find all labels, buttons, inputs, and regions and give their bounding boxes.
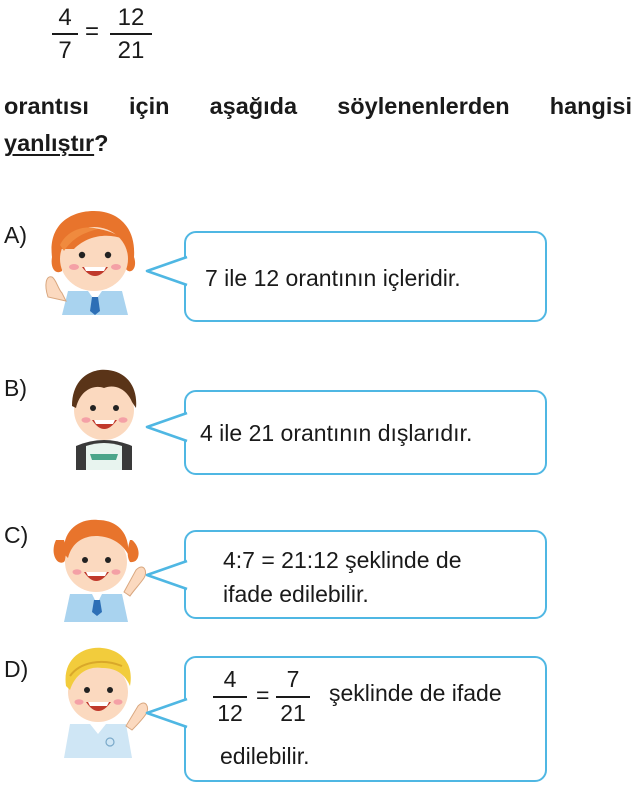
option-a-letter: A) [4, 222, 27, 248]
girl-character-c [50, 512, 150, 622]
underlined-word: yanlıştır [4, 130, 95, 156]
boy-character-b [64, 362, 144, 472]
question-text: orantısı için aşağıda söylenenlerden hangisi [4, 93, 632, 119]
option-b-letter: B) [4, 375, 27, 401]
option-d-fraction-2-numerator: 7 [286, 666, 300, 692]
fraction-right-numerator: 12 [117, 4, 145, 31]
fraction-bar [110, 33, 152, 35]
bubble-tail-c [145, 557, 189, 593]
fraction-bar [276, 696, 310, 698]
option-c-line1: 4:7 = 21:12 şeklinde de [223, 547, 462, 573]
option-d-equals: = [256, 682, 270, 708]
fraction-left-denominator: 7 [58, 37, 72, 64]
equals-sign: = [85, 18, 100, 45]
option-d-line2: edilebilir. [220, 743, 310, 769]
option-c-line2: ifade edilebilir. [223, 581, 369, 607]
bubble-tail-d [145, 695, 189, 731]
fraction-left-numerator: 4 [58, 4, 72, 31]
option-a-text: 7 ile 12 orantının içleridir. [205, 265, 461, 291]
bubble-tail-a [145, 253, 189, 289]
bubble-tail-b [145, 409, 189, 445]
girl-character-a [38, 205, 148, 315]
fraction-left [52, 4, 78, 62]
option-b-text: 4 ile 21 orantının dışlarıdır. [200, 420, 473, 446]
fraction-bar [52, 33, 78, 35]
option-d-fraction-1-numerator: 4 [223, 666, 237, 692]
fraction-right-denominator: 21 [117, 37, 145, 64]
boy-character-d [52, 642, 152, 758]
option-d-fraction-2-denominator: 21 [280, 700, 306, 726]
question-line2 [4, 126, 108, 160]
option-d-text: şeklinde de ifade [329, 680, 502, 706]
fraction-bar [213, 696, 247, 698]
option-c-letter: C) [4, 522, 29, 548]
question-mark: ? [94, 130, 109, 156]
option-d-letter: D) [4, 656, 29, 682]
fraction-right [110, 4, 152, 62]
option-d-fraction-1-denominator: 12 [217, 700, 243, 726]
option-d-fraction-1 [213, 668, 247, 730]
option-d-fraction-2 [276, 668, 310, 730]
